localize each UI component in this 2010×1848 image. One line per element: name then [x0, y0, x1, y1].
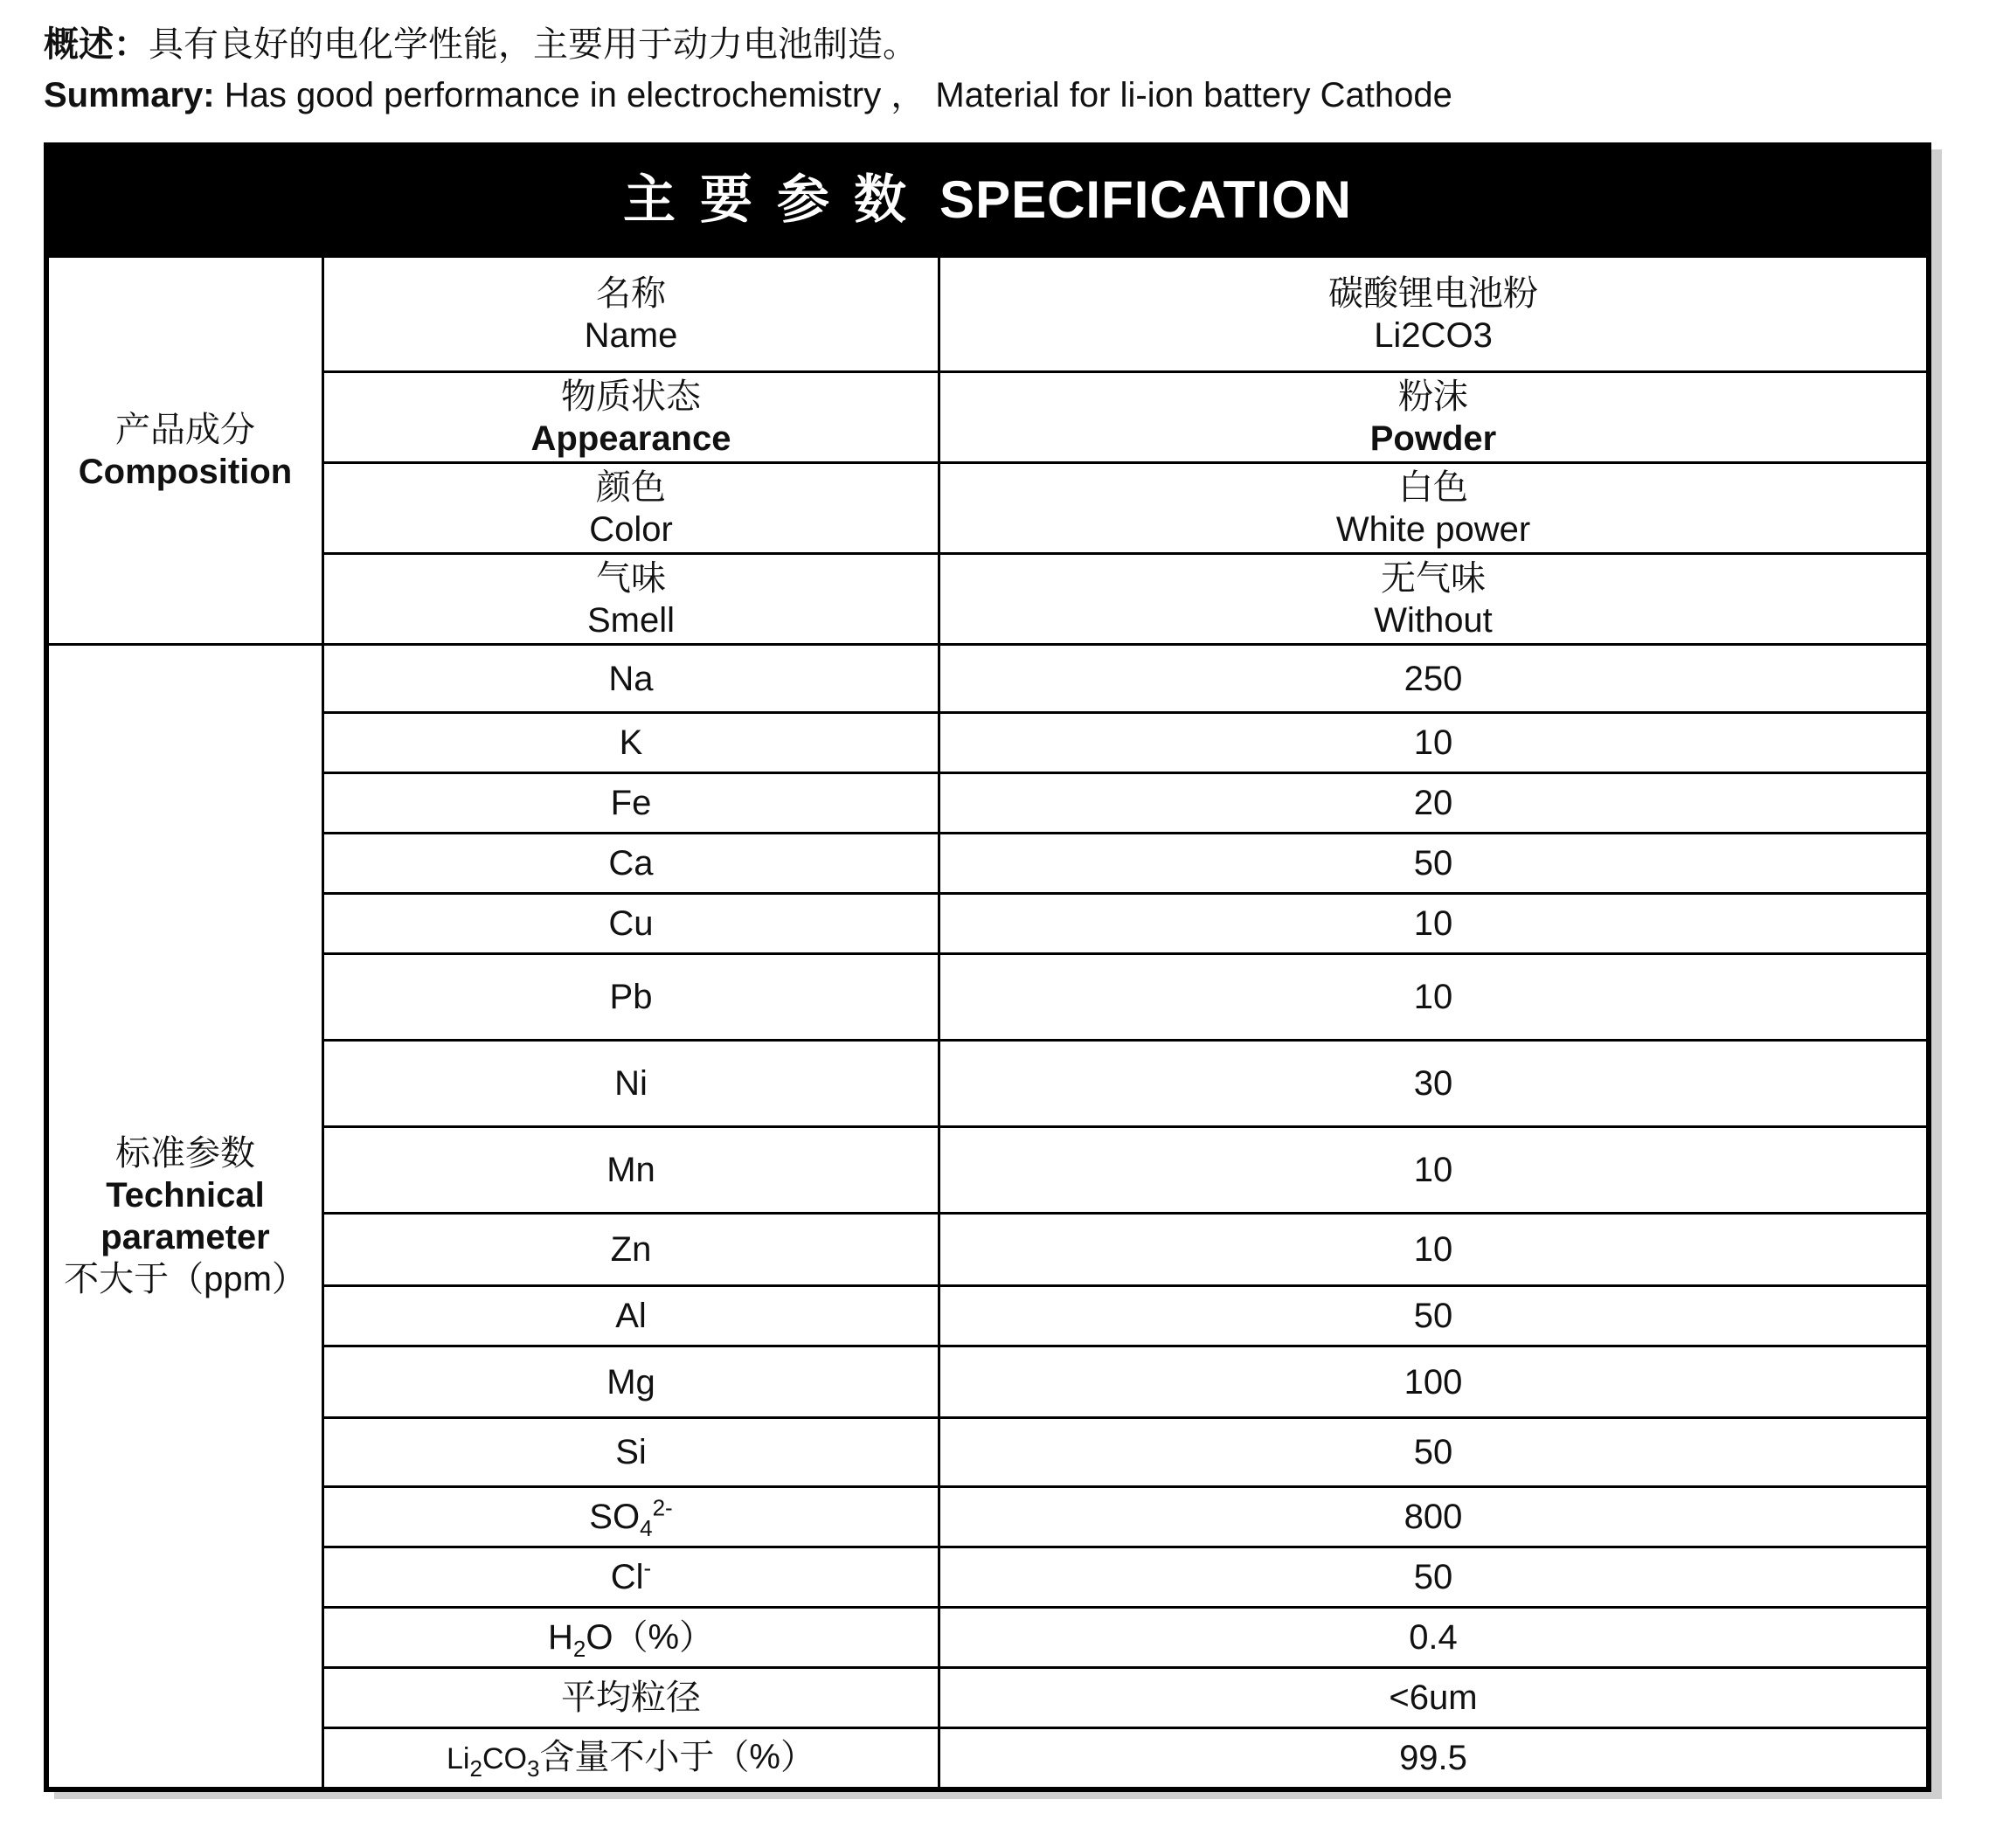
table-row — [48, 1286, 1928, 1346]
parameter-value: 10 — [939, 1214, 1928, 1286]
table-row — [48, 645, 1928, 713]
property-value — [939, 257, 1928, 372]
property-value — [939, 372, 1928, 463]
composition-label-zh: 产品成分 — [115, 410, 255, 449]
parameter-item: Al — [323, 1286, 939, 1346]
table-row — [48, 1728, 1928, 1789]
technical-label-unit: 不大于（ppm） — [64, 1260, 307, 1298]
parameter-item: Si — [323, 1418, 939, 1487]
table-row — [48, 554, 1928, 645]
parameter-value: <6um — [939, 1668, 1928, 1728]
summary-zh — [44, 19, 1949, 70]
table-row — [48, 1214, 1928, 1286]
property-name — [323, 372, 939, 463]
parameter-value: 20 — [939, 773, 1928, 834]
parameter-value: 50 — [939, 1547, 1928, 1608]
technical-label-en-1: Technical — [106, 1176, 265, 1215]
parameter-value: 50 — [939, 834, 1928, 894]
table-row — [48, 463, 1928, 554]
property-value-zh: 碳酸锂电池粉 — [1328, 273, 1538, 313]
summary-en-label: Summary: — [44, 76, 215, 114]
property-name-zh: 气味 — [596, 558, 666, 598]
parameter-item — [323, 1728, 939, 1789]
parameter-value: 250 — [939, 645, 1928, 713]
item-superscript: - — [643, 1554, 652, 1582]
item-subscript: 2 — [469, 1755, 482, 1782]
property-name — [323, 554, 939, 645]
item-base: Cl — [610, 1558, 644, 1596]
parameter-item: Na — [323, 645, 939, 713]
summary-en-text: Has good performance in electrochemistry ， Material for li-ion battery Cathode — [224, 76, 1452, 114]
item-superscript: 2- — [652, 1494, 673, 1521]
summary-zh-text: 具有良好的电化学性能，主要用于动力电池制造。 — [149, 25, 918, 64]
spec-grid — [46, 255, 1929, 1789]
table-row — [48, 1418, 1928, 1487]
property-value-en: White power — [1335, 509, 1531, 549]
parameter-item — [323, 1547, 939, 1608]
property-name-zh: 名称 — [596, 273, 666, 313]
parameter-item: 平均粒径 — [323, 1668, 939, 1728]
table-row — [48, 1668, 1928, 1728]
parameter-item: Ni — [323, 1041, 939, 1127]
parameter-value: 800 — [939, 1487, 1928, 1547]
summary-zh-label: 概述： — [44, 25, 149, 64]
property-name-en: Name — [584, 315, 678, 355]
technical-category — [48, 645, 323, 1789]
property-value-zh: 粉沫 — [1398, 377, 1468, 416]
technical-label-zh: 标准参数 — [115, 1134, 255, 1173]
parameter-value: 10 — [939, 894, 1928, 954]
parameter-value: 10 — [939, 954, 1928, 1041]
table-row — [48, 1608, 1928, 1668]
table-row — [48, 1487, 1928, 1547]
parameter-item: Zn — [323, 1214, 939, 1286]
spec-title — [46, 145, 1929, 255]
property-name — [323, 463, 939, 554]
item-suffix: O（%） — [586, 1618, 715, 1657]
parameter-item — [323, 1608, 939, 1668]
table-row — [48, 773, 1928, 834]
property-name-zh: 物质状态 — [561, 377, 701, 416]
table-row — [48, 372, 1928, 463]
item-base: H — [547, 1618, 573, 1657]
parameter-value: 10 — [939, 713, 1928, 773]
item-base: Li — [447, 1742, 470, 1775]
parameter-item: K — [323, 713, 939, 773]
item-subscript-2: 3 — [526, 1755, 540, 1782]
technical-label-en-2: parameter — [100, 1218, 270, 1256]
property-name — [323, 257, 939, 372]
parameter-item: Mn — [323, 1127, 939, 1214]
summary-en — [44, 70, 1949, 121]
parameter-value: 99.5 — [939, 1728, 1928, 1789]
parameter-item: Pb — [323, 954, 939, 1041]
table-row — [48, 954, 1928, 1041]
table-row — [48, 894, 1928, 954]
parameter-value: 0.4 — [939, 1608, 1928, 1668]
parameter-value: 100 — [939, 1346, 1928, 1418]
property-value-zh: 白色 — [1398, 467, 1468, 507]
parameter-item: Ca — [323, 834, 939, 894]
table-row — [48, 257, 1928, 372]
property-value — [939, 554, 1928, 645]
property-value-en: Li2CO3 — [1374, 315, 1493, 355]
item-mid: CO — [482, 1742, 527, 1775]
property-value — [939, 463, 1928, 554]
parameter-value: 50 — [939, 1418, 1928, 1487]
summary-block — [44, 19, 1949, 121]
item-subscript: 4 — [640, 1515, 653, 1541]
table-row — [48, 713, 1928, 773]
parameter-value: 50 — [939, 1286, 1928, 1346]
table-row — [48, 1127, 1928, 1214]
parameter-value: 10 — [939, 1127, 1928, 1214]
property-name-en: Color — [589, 509, 673, 549]
table-row — [48, 1041, 1928, 1127]
parameter-item: Cu — [323, 894, 939, 954]
parameter-item: Mg — [323, 1346, 939, 1418]
property-value-zh: 无气味 — [1381, 558, 1486, 598]
item-base: SO — [589, 1498, 641, 1536]
parameter-item: Fe — [323, 773, 939, 834]
table-row — [48, 834, 1928, 894]
table-row — [48, 1547, 1928, 1608]
spec-title-en: SPECIFICATION — [939, 170, 1352, 229]
parameter-value: 30 — [939, 1041, 1928, 1127]
property-name-zh: 颜色 — [596, 467, 666, 507]
property-value-en: Powder — [1369, 419, 1497, 458]
property-name-en: Smell — [586, 600, 676, 640]
table-row — [48, 1346, 1928, 1418]
property-name-en: Appearance — [530, 419, 731, 458]
specification-table — [44, 142, 1931, 1792]
property-value-en: Without — [1374, 600, 1493, 640]
composition-label-en: Composition — [78, 452, 293, 491]
spec-title-zh: 主要参数 — [623, 170, 932, 229]
parameter-item — [323, 1487, 939, 1547]
item-subscript: 2 — [572, 1636, 586, 1662]
item-suffix: 含量不小于（%） — [539, 1738, 815, 1776]
composition-category — [48, 257, 323, 645]
